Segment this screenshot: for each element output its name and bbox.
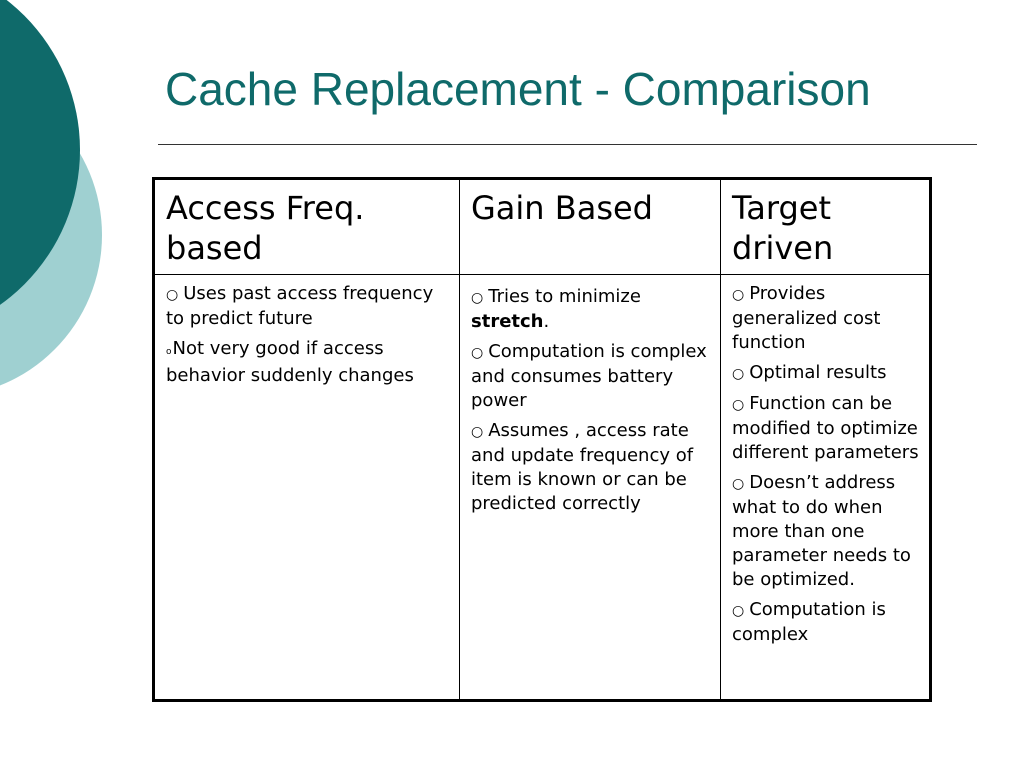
item-text: Optimal results bbox=[749, 362, 887, 383]
list-item bbox=[732, 471, 919, 592]
bullet-icon: ○ bbox=[732, 603, 745, 619]
header-access-freq: Access Freq. based bbox=[154, 179, 460, 275]
decorative-circles bbox=[0, 0, 120, 420]
bullet-icon: ○ bbox=[732, 287, 745, 303]
item-text: . bbox=[543, 311, 550, 332]
item-text: Assumes , access rate and update frequency of item is known or can be predicted correctly bbox=[471, 420, 694, 514]
list-item bbox=[166, 337, 449, 388]
item-text: Computation is complex bbox=[732, 599, 886, 645]
item-text: Function can be modified to optimize different parameters bbox=[732, 393, 919, 463]
table-header-row bbox=[154, 179, 931, 275]
bullet-icon: ○ bbox=[732, 476, 745, 492]
item-text: Computation is complex and consumes battery power bbox=[471, 341, 707, 411]
list-item bbox=[471, 419, 710, 516]
cell-access-freq bbox=[154, 275, 460, 701]
title-divider bbox=[158, 144, 977, 145]
list-item bbox=[732, 361, 919, 386]
header-target-driven: Target driven bbox=[721, 179, 931, 275]
bullet-icon: ○ bbox=[471, 290, 484, 306]
item-text: Tries to minimize bbox=[488, 286, 641, 307]
item-text: Not very good if access behavior suddenly changes bbox=[166, 338, 414, 386]
bullet-icon: ○ bbox=[732, 366, 745, 382]
list-item bbox=[732, 392, 919, 465]
cell-target-driven bbox=[721, 275, 931, 701]
bullet-icon: o bbox=[166, 347, 172, 357]
bullet-icon: ○ bbox=[732, 397, 745, 413]
item-text: Doesn’t address what to do when more than one parameter needs to be optimized. bbox=[732, 472, 911, 590]
bullet-icon: ○ bbox=[471, 345, 484, 361]
list-item bbox=[732, 282, 919, 355]
item-text: Uses past access frequency to predict future bbox=[166, 283, 434, 329]
table-row bbox=[154, 275, 931, 701]
list-item bbox=[732, 598, 919, 647]
cell-gain-based bbox=[460, 275, 721, 701]
item-text: Provides generalized cost function bbox=[732, 283, 881, 353]
header-gain-based: Gain Based bbox=[460, 179, 721, 275]
bullet-icon: ○ bbox=[471, 424, 484, 440]
list-item bbox=[471, 285, 710, 334]
bullet-icon: ○ bbox=[166, 287, 179, 303]
list-item bbox=[166, 282, 449, 331]
list-item bbox=[471, 340, 710, 413]
comparison-table bbox=[152, 177, 932, 702]
item-text-bold: stretch bbox=[471, 311, 544, 332]
slide-title: Cache Replacement - Comparison bbox=[165, 63, 871, 115]
